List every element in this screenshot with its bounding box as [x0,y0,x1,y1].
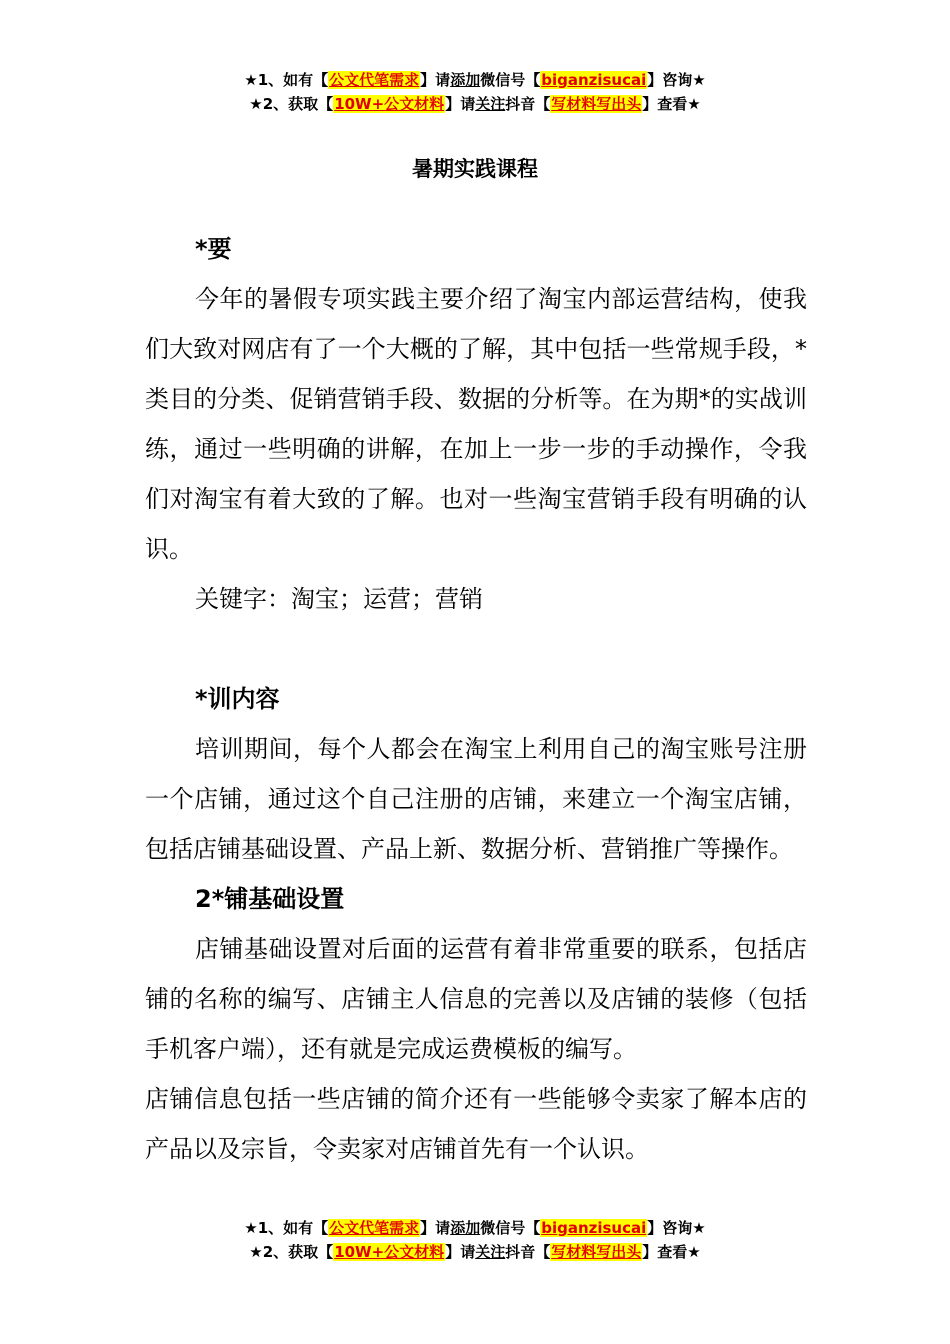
banner-text: 】查看★ [642,1243,701,1261]
banner-underlined: 关注 [475,95,506,113]
summary-paragraph: 今年的暑假专项实践主要介绍了淘宝内部运营结构，使我们大致对网店有了一个大概的了解，其中包括一些常规手段，*类目的分类、促销营销手段、数据的分析等。在为期*的实战训练，通过一些明确的讲解，在加上一步一步的手动操作，令我们对淘宝有着大致的了解。也对一些淘宝营销手段有明确的认识。 [145,285,807,563]
store-setup-paragraph: 店铺基础设置对后面的运营有着非常重要的联系，包括店铺的名称的编写、店铺主人信息的完善以及店铺的装修（包括手机客户端），还有就是完成运费模板的编写。 [145,935,807,1063]
banner-text: 】请 [420,1219,451,1237]
banner-line-1 [0,1216,950,1240]
banner-highlight: 10W+公文材料 [334,95,445,113]
banner-highlight: 10W+公文材料 [334,1243,445,1261]
banner-text: 微信号【 [480,1219,541,1237]
banner-text: 抖音【 [505,1243,551,1261]
banner-text: 】咨询★ [647,71,706,89]
banner-text: 】请 [445,1243,476,1261]
document-body [145,224,807,1174]
banner-text: 】查看★ [642,95,701,113]
banner-text: 】请 [445,95,476,113]
banner-highlight: 公文代笔需求 [329,71,420,89]
footer-banner [0,1216,950,1264]
banner-highlight: 写材料写出头 [551,95,642,113]
section-heading-summary: *要 [195,235,232,263]
keywords-line: 关键字：淘宝；运营；营销 [195,585,483,613]
section-heading-store-setup: 2*铺基础设置 [195,885,345,913]
banner-highlight: biganzisucai [541,1219,647,1237]
banner-underlined: 添加 [450,71,481,89]
training-paragraph: 培训期间，每个人都会在淘宝上利用自己的淘宝账号注册一个店铺，通过这个自己注册的店铺，来建立一个淘宝店铺，包括店铺基础设置、产品上新、数据分析、营销推广等操作。 [145,735,807,863]
banner-highlight: 公文代笔需求 [329,1219,420,1237]
store-info-paragraph: 店铺信息包括一些店铺的简介还有一些能够令卖家了解本店的产品以及宗旨，令卖家对店铺首先有一个认识。 [145,1085,807,1163]
banner-underlined: 关注 [475,1243,506,1261]
header-banner [0,68,950,116]
banner-line-2 [0,92,950,116]
section-heading-training: *训内容 [195,685,280,713]
banner-text: ★2、获取【 [249,95,334,113]
banner-text: ★1、如有【 [244,1219,329,1237]
banner-line-1 [0,68,950,92]
banner-text: 微信号【 [480,71,541,89]
banner-text: 抖音【 [505,95,551,113]
banner-text: 】请 [420,71,451,89]
banner-text: ★1、如有【 [244,71,329,89]
spacer [145,624,807,674]
banner-text: 】咨询★ [647,1219,706,1237]
banner-highlight: biganzisucai [541,71,647,89]
document-title: 暑期实践课程 [412,157,538,181]
banner-text: ★2、获取【 [249,1243,334,1261]
banner-line-2 [0,1240,950,1264]
banner-underlined: 添加 [450,1219,481,1237]
banner-highlight: 写材料写出头 [551,1243,642,1261]
